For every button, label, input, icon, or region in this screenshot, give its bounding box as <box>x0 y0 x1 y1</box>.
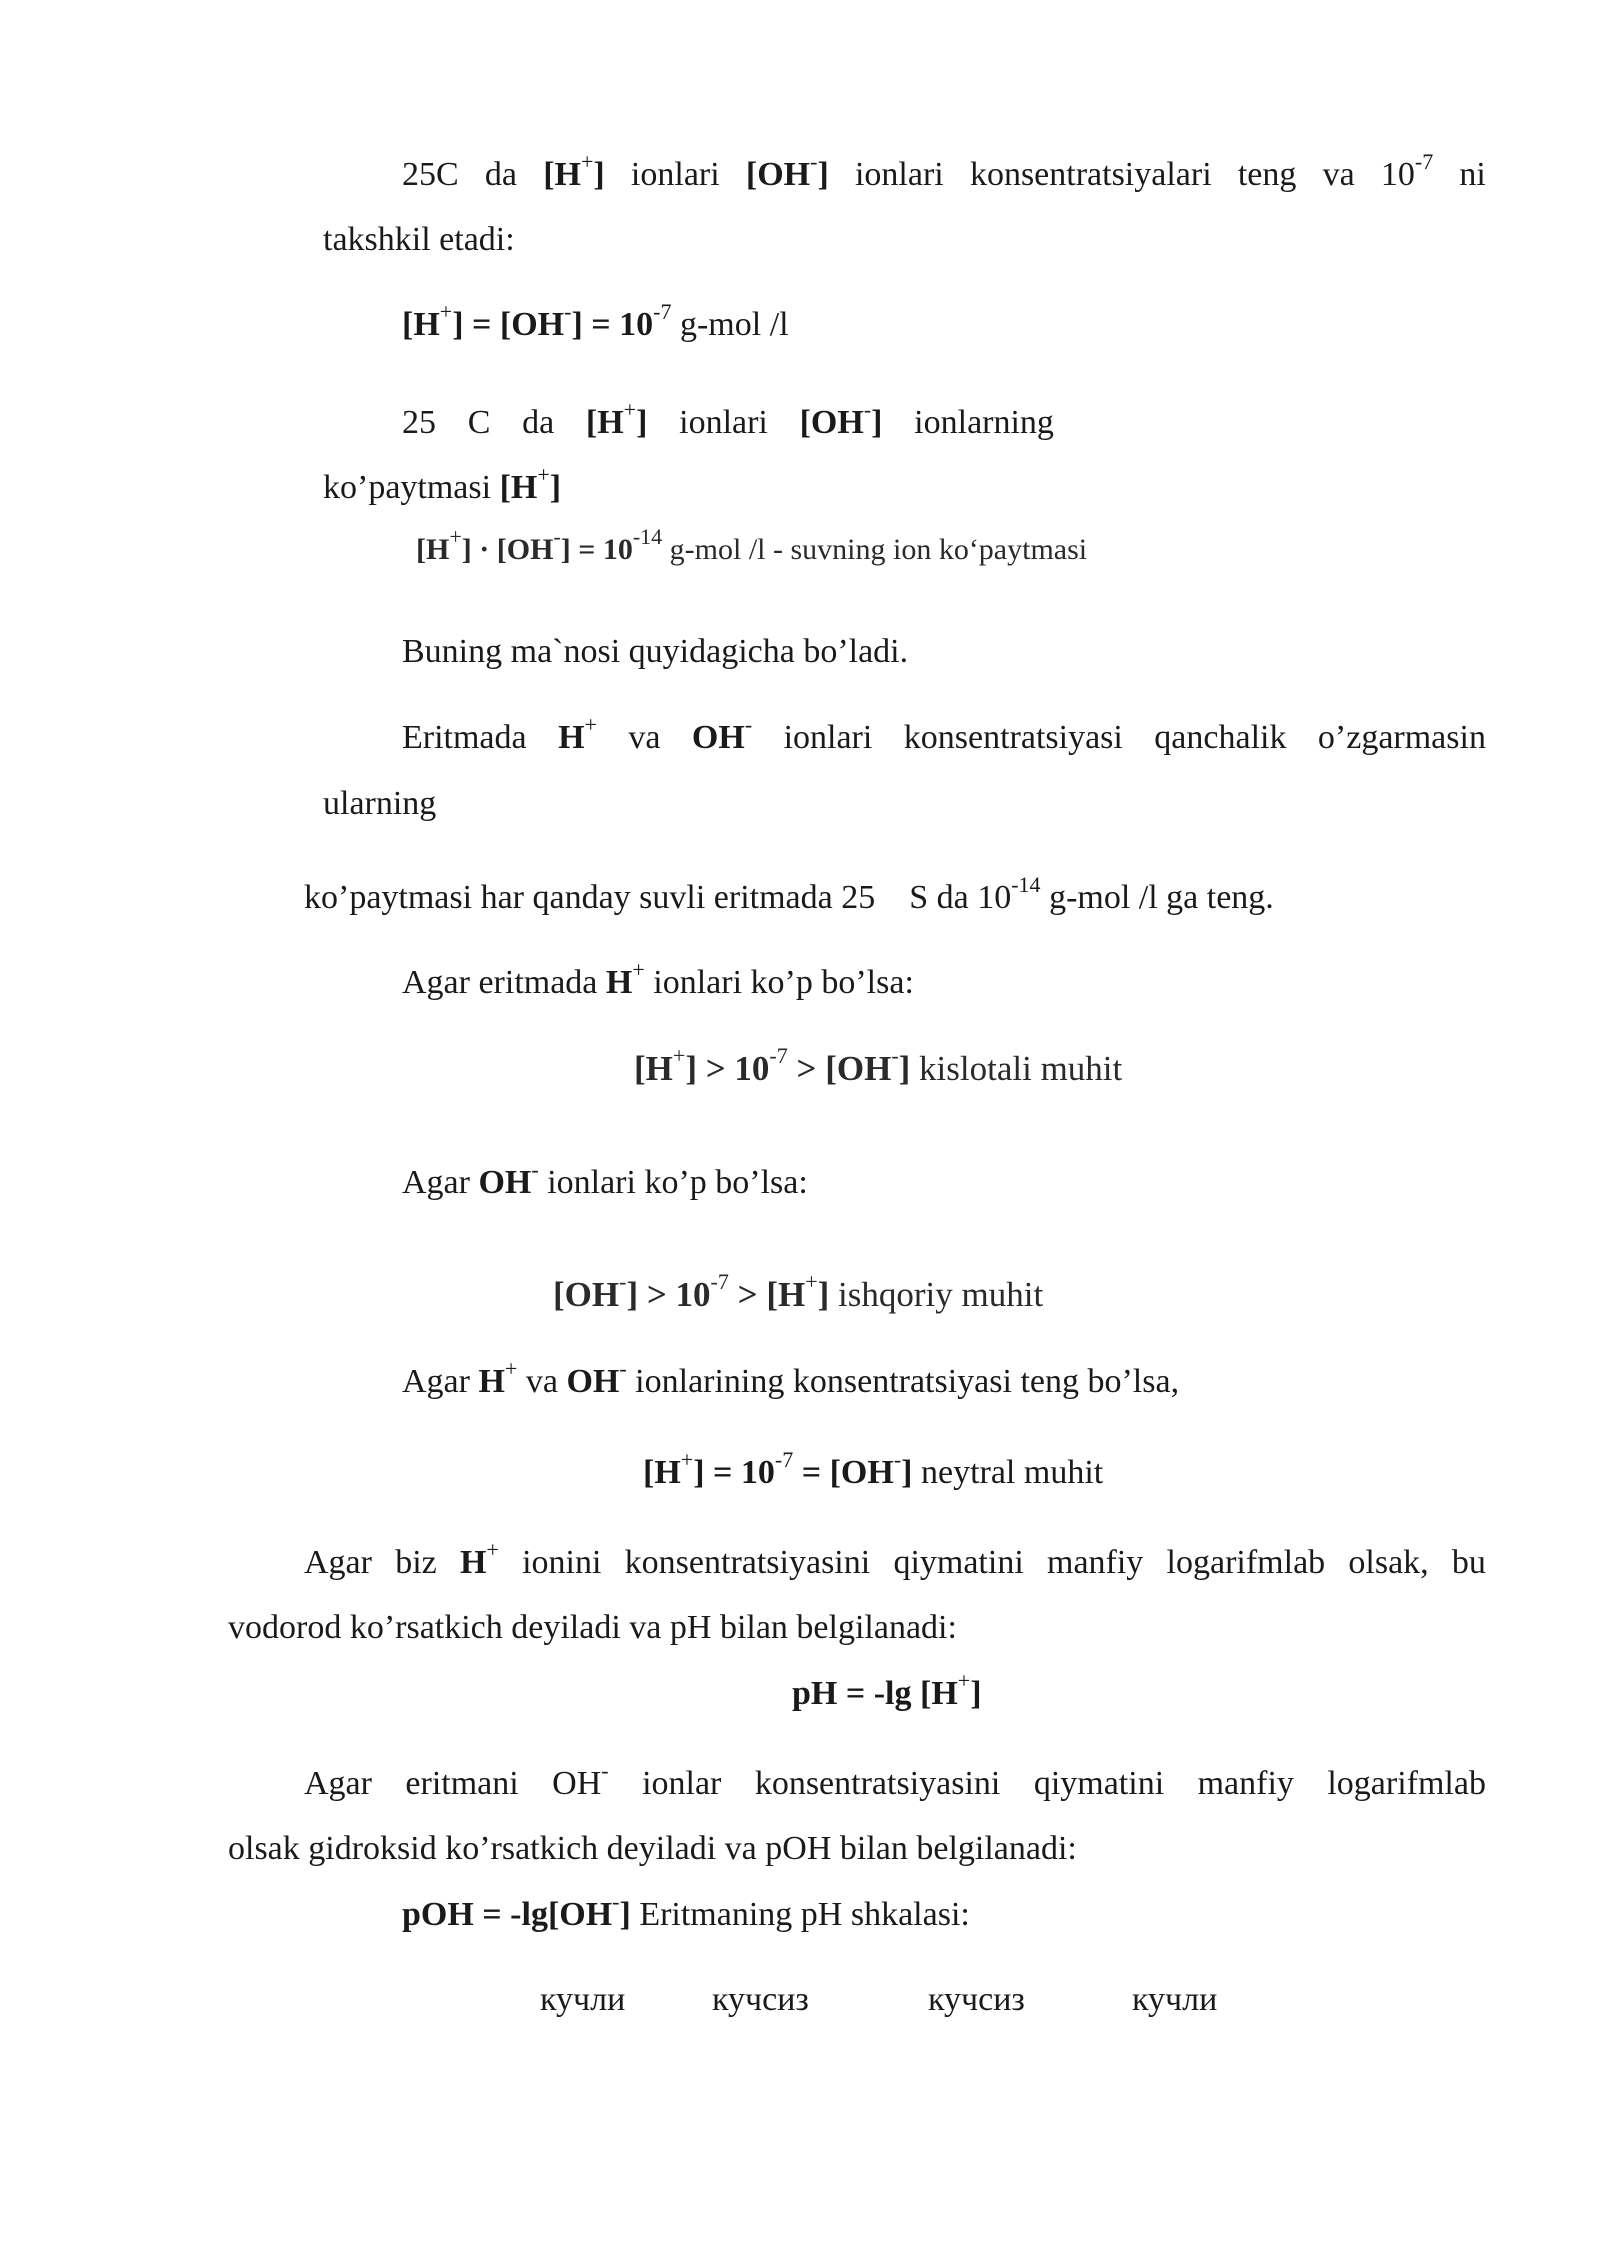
word: da <box>484 156 517 193</box>
equation-neutral: $[H^+] = 10^{-7} = [OH^-]$ neytral muhit <box>643 1446 1104 1491</box>
paragraph-4-line-2: ularning <box>323 785 437 822</box>
word: teng <box>1237 156 1297 193</box>
power-of-ten: $10^{-7}$ <box>1380 148 1434 193</box>
word: va <box>1322 156 1355 193</box>
equation-poh: pOH = -lg[OH-] Eritmaning pH shkalasi: <box>402 1888 970 1933</box>
paragraph-6: Agar eritmada H+ ionlari ko’p bo’lsa: <box>402 956 914 1001</box>
paragraph-5: ko’paytmasi har qanday suvli eritmada 25 S da $10^{-14}$ g-mol /l ga teng. <box>304 871 1274 916</box>
formula-h: [H+] <box>543 148 605 193</box>
word: ionlari <box>630 156 720 193</box>
paragraph-8: Agar H+ va OH- ionlarining konsentratsiyasi teng bo’lsa, <box>402 1355 1180 1400</box>
equation-ph: pH = -lg [H+] <box>792 1667 982 1712</box>
equation-alkaline: $[OH^-] > 10^{-7} > [H^+]$ ishqoriy muhit <box>553 1269 1044 1314</box>
paragraph-10-line-1: Agar eritmani OH- ionlar konsentratsiyasini qiymatini manfiy logarifmlab <box>304 1757 1486 1802</box>
paragraph-7: Agar OH- ionlari ko’p bo’lsa: <box>402 1156 808 1201</box>
paragraph-2-line-1: 25 C da [H+] ionlari [OH-] ionlarning <box>402 396 1054 441</box>
equation-equal-concentration: $[H^+] = [OH^-] = 10^{-7}$ g-mol /l <box>402 298 789 343</box>
ph-scale-label-strong-right: кучли <box>1132 1981 1218 2018</box>
paragraph-1-line-2: takshkil etadi: <box>323 221 515 258</box>
paragraph-9-line-2: vodorod ko’rsatkich deyiladi va pH bilan belgilanadi: <box>228 1609 957 1646</box>
word: 25C <box>402 156 459 193</box>
ph-scale-label-weak-left: кучсиз <box>712 1981 809 2018</box>
paragraph-2-line-2: ko’paytmasi [H+] <box>323 461 562 506</box>
paragraph-10-line-2: olsak gidroksid ko’rsatkich deyiladi va pOH bilan belgilanadi: <box>228 1830 1077 1867</box>
word: ni <box>1459 156 1486 193</box>
formula-oh: [OH-] <box>745 148 829 193</box>
paragraph-1-line-1 <box>402 148 1486 195</box>
paragraph-4-line-1: Eritmada H+ va OH- ionlari konsentratsiyasi qanchalik o’zgarmasin <box>402 711 1486 756</box>
equation-ion-product: $[H^+] \cdot [OH^-] = 10^{-14}$ g-mol /l - suvning ion ko‘paytmasi <box>416 524 1088 566</box>
paragraph-9-line-1: Agar biz H+ ionini konsentratsiyasini qiymatini manfiy logarifmlab olsak, bu <box>304 1536 1486 1581</box>
word: ionlari <box>854 156 944 193</box>
ph-scale-label-strong-left: кучли <box>540 1981 626 2018</box>
ph-scale-label-weak-right: кучсиз <box>928 1981 1025 2018</box>
word: konsentratsiyalari <box>969 156 1212 193</box>
equation-acidic: $[H^+] > 10^{-7} > [OH^-]$ kislotali muhit <box>634 1043 1123 1088</box>
paragraph-3: Buning ma`nosi quyidagicha bo’ladi. <box>402 633 909 670</box>
